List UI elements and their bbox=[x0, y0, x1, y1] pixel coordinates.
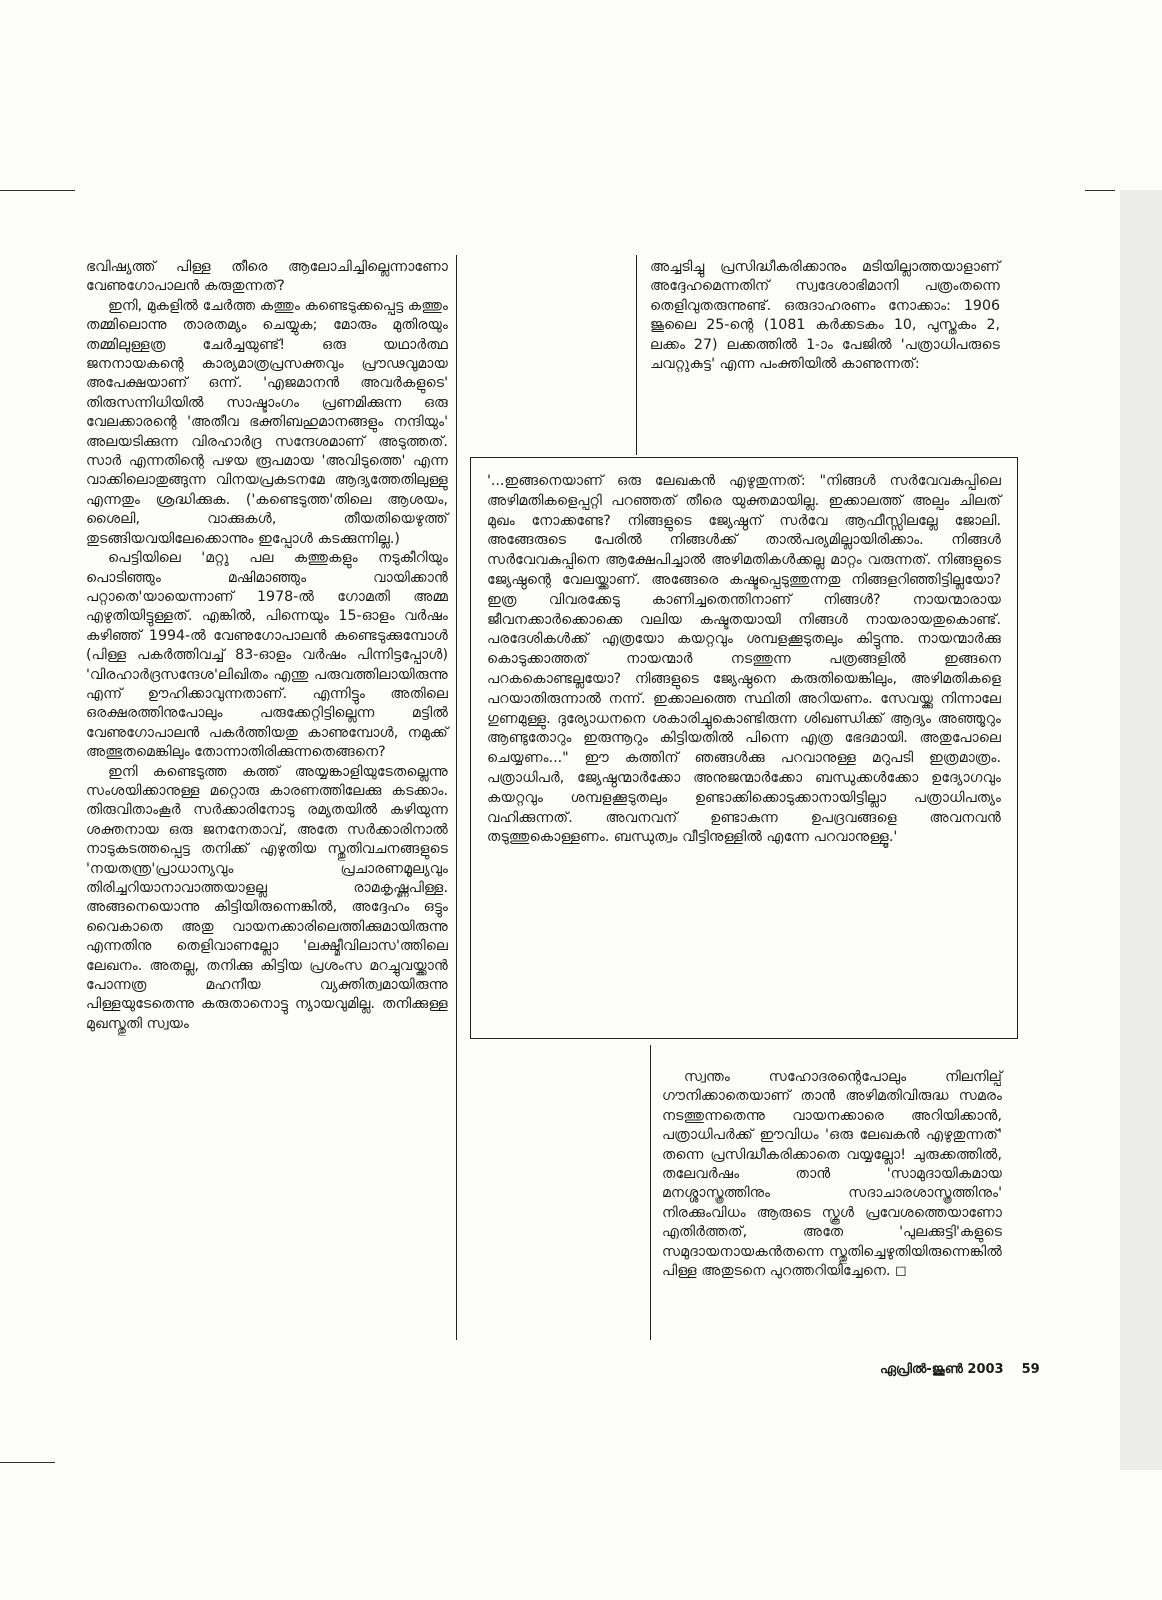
paragraph: ഇനി കണ്ടെടുത്ത കത്ത് അയ്യങ്കാളിയുടേതല്ലെന്നു സംശയിക്കാനുള്ള മറ്റൊരു കാരണത്തിലേക്കു കടക്കാം. തിരുവിതാംകൂർ സർക്കാരിനോടു രമ്യതയിൽ കഴിയുന്ന ശക്തനായ ഒരു ജനനേതാവ്, അതേ സർക്കാരിനാൽ നാടുകടത്തപ്പെട്ട തനിക്ക് എഴുതിയ സ്തുതിവചനങ്ങളുടെ 'നയതന്ത്ര'പ്രാധാന്യവും പ്രചാരണമൂല്യവും തിരിച്ചറിയാനാവാത്തയാളല്ല രാമകൃഷ്ണപിള്ള. അങ്ങനെയൊന്നു കിട്ടിയിരുന്നെങ്കിൽ, അദ്ദേഹം ഒട്ടും വൈകാതെ അതു വായനക്കാരിലെത്തിക്കുമായിരുന്നു എന്നതിനു തെളിവാണല്ലോ 'ലക്ഷ്മീവിലാസ'ത്തിലെ ലേഖനം. അതല്ല, തനിക്കു കിട്ടിയ പ്രശംസ മറച്ചുവയ്ക്കാൻ പോന്നത്ര മഹനീയ വ്യക്തിത്വമായിരുന്നു പിള്ളയുടേതെന്നു കരുതാനൊട്ടു ന്യായവുമില്ല. തനിക്കുള്ള മുഖസ്തുതി സ്വയം bbox=[86, 763, 448, 1032]
column-divider-right-bottom bbox=[650, 1045, 651, 1340]
crop-mark-top-right bbox=[1085, 190, 1115, 191]
paragraph: പെട്ടിയിലെ 'മറ്റു പല കത്തുകളും നടുകീറിയും പൊടിഞ്ഞും മഷിമാഞ്ഞും വായിക്കാൻ പറ്റാതെ'യായെന്നാണ് 1978-ൽ ഗോമതി അമ്മ എഴുതിയിട്ടുള്ളത്. എങ്കിൽ, പിന്നെയും 15-ഓളം വർഷം കഴിഞ്ഞ് 1994-ൽ വേണുഗോപാലൻ കണ്ടെടുക്കുമ്പോൾ (പിള്ള പകർത്തിവച്ച് 83-ഓളം വർഷം പിന്നിട്ടപ്പോൾ) 'വിരഹാർദ്രസന്ദേശ'ലിഖിതം എന്തു പരുവത്തിലായിരുന്നു എന്ന് ഊഹിക്കാവുന്നതാണ്. എന്നിട്ടും അതിലെ ഒരക്ഷരത്തിനുപോലും പരുക്കേറ്റിട്ടില്ലെന്ന മട്ടിൽ വേണുഗോപാലൻ പകർത്തിയതു കാണുമ്പോൾ, നമുക്ക് അത്ഭുതമെങ്കിലും തോന്നാതിരിക്കുന്നതെങ്ങനെ? bbox=[86, 550, 448, 761]
paragraph: ഭവിഷ്യത്ത് പിള്ള തീരെ ആലോചിച്ചില്ലെന്നാണോ വേണുഗോപാലൻ കരുതുന്നത്? bbox=[86, 259, 448, 295]
issue-date: ഏപ്രിൽ-ജൂൺ 2003 bbox=[880, 1362, 1004, 1377]
quote-box bbox=[470, 457, 1018, 1039]
end-mark: ◻ bbox=[895, 1263, 907, 1280]
column-divider-right-top bbox=[636, 255, 637, 455]
right-top-column bbox=[650, 258, 1000, 374]
right-bottom-column bbox=[662, 1068, 1002, 1281]
page-edge-right bbox=[1120, 190, 1162, 1470]
paragraph: ഇനി, മുകളിൽ ചേർത്ത കത്തും കണ്ടെടുക്കപ്പെട്ട കത്തും തമ്മിലൊന്നു താരതമ്യം ചെയ്യുക; മോരും മുതിരയും തമ്മിലുള്ളത്ര ചേർച്ചയുണ്ട്! ഒരു യഥാർത്ഥ ജനനായകന്റെ കാര്യമാത്രപ്രസക്തവും പ്രൗഢവുമായ അപേക്ഷയാണ് ഒന്ന്. 'എജമാനൻ അവർകളുടെ' തിരുസന്നിധിയിൽ സാഷ്ടാംഗം പ്രണമിക്കുന്ന ഒരു വേലക്കാരന്റെ 'അതീവ ഭക്തിബഹുമാനങ്ങളും നന്ദിയും' അലയടിക്കുന്ന വിരഹാർദ്ര സന്ദേശമാണ് അടുത്തത്. സാർ എന്നതിന്റെ പഴയ രൂപമായ 'അവിടുത്തെ' എന്ന വാക്കിലൊതുങ്ങുന്ന വിനയപ്രകടനമേ ആദ്യത്തേതിലുള്ളു എന്നതും ശ്രദ്ധിക്കുക. ('കണ്ടെടുത്ത'തിലെ ആശയം, ശൈലി, വാക്കുകൾ, തീയതിയെഴുത്ത് തുടങ്ങിയവയിലേക്കൊന്നും ഇപ്പോൾ കടക്കുന്നില്ല.) bbox=[86, 297, 448, 547]
crop-mark-bottom-left bbox=[0, 1462, 55, 1463]
quote-text: '...ഇങ്ങനെയാണ് ഒരു ലേഖകൻ എഴുതുന്നത്: "നിങ്ങൾ സർവേവകുപ്പിലെ അഴിമതികളെപ്പറ്റി പറഞ്ഞത് തീരെ യുക്തമായില്ല. ഇക്കാലത്ത് അല്പം ചിലത് മുഖം നോക്കണ്ടേ? നിങ്ങളുടെ ജ്യേഷ്ഠന് സർവേ ആഫീസ്സിലല്ലേ ജോലി. അങ്ങേരുടെ പേരിൽ നിങ്ങൾക്ക് താൽപര്യമില്ലായിരിക്കാം. നിങ്ങൾ സർവേവകുപ്പിനെ ആക്ഷേപിച്ചാൽ അഴിമതികൾക്കല്ല മാറ്റം വരുന്നത്. നിങ്ങളുടെ ജ്യേഷ്ഠന്റെ വേലയ്ക്കാണ്. അങ്ങേരെ കഷ്ടപ്പെടുത്തുന്നതു നിങ്ങളറിഞ്ഞിട്ടില്ലയോ? ഇത്ര വിവരക്കേടു കാണിച്ചതെന്തിനാണ് നിങ്ങൾ? നായന്മാരായ ജീവനക്കാർക്കൊക്കെ വലിയ കഷ്ടതയായി നിങ്ങൾ നായരായതുകൊണ്ട്. പരദേശികൾക്ക് എത്രയോ കയറ്റവും ശമ്പളക്കൂടുതലും കിട്ടുന്നു. നായന്മാർക്കു കൊടുക്കാത്തത് നായന്മാർ നടത്തുന്ന പത്രങ്ങളിൽ ഇങ്ങനെ പറകകൊണ്ടല്ലയോ? നിങ്ങളുടെ ജ്യേഷ്ഠനെ കരുതിയെങ്കിലും, അഴിമതികളെ പറയാതിരുന്നാൽ നന്ന്. ഇക്കാലത്തെ സ്ഥിതി അറിയണം. സേവയ്ക്കു നിന്നാലേ ഗുണമുള്ളു. ദുര്യോധനനെ ശകാരിച്ചുകൊണ്ടിരുന്ന ശിഖണ്ഡിക്ക് ആദ്യം അഞ്ഞൂറും ആണ്ടുതോറും ഇരുന്നൂറും കിട്ടിയതിൽ പിന്നെ എത്ര ഭേദമായി. അതുപോലെ ചെയ്യണം..." ഈ കത്തിന് ഞങ്ങൾക്കു പറവാനുള്ള മറുപടി ഇത്രമാത്രം. പത്രാധിപർ, ജ്യേഷ്ഠന്മാർക്കോ അനുജന്മാർക്കോ ബന്ധുക്കൾക്കോ ഉദ്യോഗവും കയറ്റവും ശമ്പളക്കൂടുതലും ഉണ്ടാക്കിക്കൊടുക്കാനായിട്ടില്ലാ പത്രാധിപത്യം വഹിക്കുന്നത്. അവനവന് ഉണ്ടാകുന്ന ഉപദ്രവങ്ങളെ അവനവൻ തടുത്തുകൊള്ളണം. ബന്ധുത്വം വീട്ടിനുള്ളിൽ എന്നേ പറവാനുള്ളൂ.' bbox=[487, 473, 1001, 846]
column-divider-left bbox=[456, 255, 457, 1340]
page-number: 59 bbox=[1021, 1362, 1040, 1377]
paragraph-text: സ്വന്തം സഹോദരന്റെപോലും നിലനില്പ് ഗൗനിക്കാതെയാണ് താൻ അഴിമതിവിരുദ്ധ സമരം നടത്തുന്നതെന്നു വായനക്കാരെ അറിയിക്കാൻ, പത്രാധിപർക്ക് ഈവിധം 'ഒരു ലേഖകൻ എഴുതുന്നത്' തന്നെ പ്രസിദ്ധീകരിക്കാതെ വയ്യല്ലോ! ചുരുക്കത്തിൽ, തലേവർഷം താൻ 'സാമുദായികമായ മനശ്ശാസ്ത്രത്തിനും സദാചാരശാസ്ത്രത്തിനും' നിരക്കുംവിധം ആരുടെ സ്കൂൾ പ്രവേശത്തെയാണോ എതിർത്തത്, അതേ 'പുലക്കുട്ടി'കളുടെ സമുദായനായകൻതന്നെ സ്തുതിച്ചെഴുതിയിരുന്നെങ്കിൽ പിള്ള അതുടനെ പുറത്തറിയിച്ചേനെ. bbox=[662, 1069, 1002, 1280]
crop-mark-top-left bbox=[0, 190, 75, 191]
page-footer bbox=[880, 1362, 1040, 1377]
paragraph bbox=[662, 1068, 1002, 1281]
left-column bbox=[86, 258, 448, 1034]
paragraph: അച്ചടിച്ചു പ്രസിദ്ധീകരിക്കാനും മടിയില്ലാത്തയാളാണ് അദ്ദേഹമെന്നതിന് സ്വദേശാഭിമാനി പത്രംതന്നെ തെളിവുതരുന്നുണ്ട്. ഒരുദാഹരണം നോക്കാം: 1906 ജൂലൈ 25-ന്റെ (1081 കർക്കടകം 10, പുസ്തകം 2, ലക്കം 27) ലക്കത്തിൽ 1-ാം പേജിൽ 'പത്രാധിപരുടെ ചവറ്റുകുട്ട' എന്ന പംക്തിയിൽ കാണുന്നത്: bbox=[650, 259, 1000, 373]
